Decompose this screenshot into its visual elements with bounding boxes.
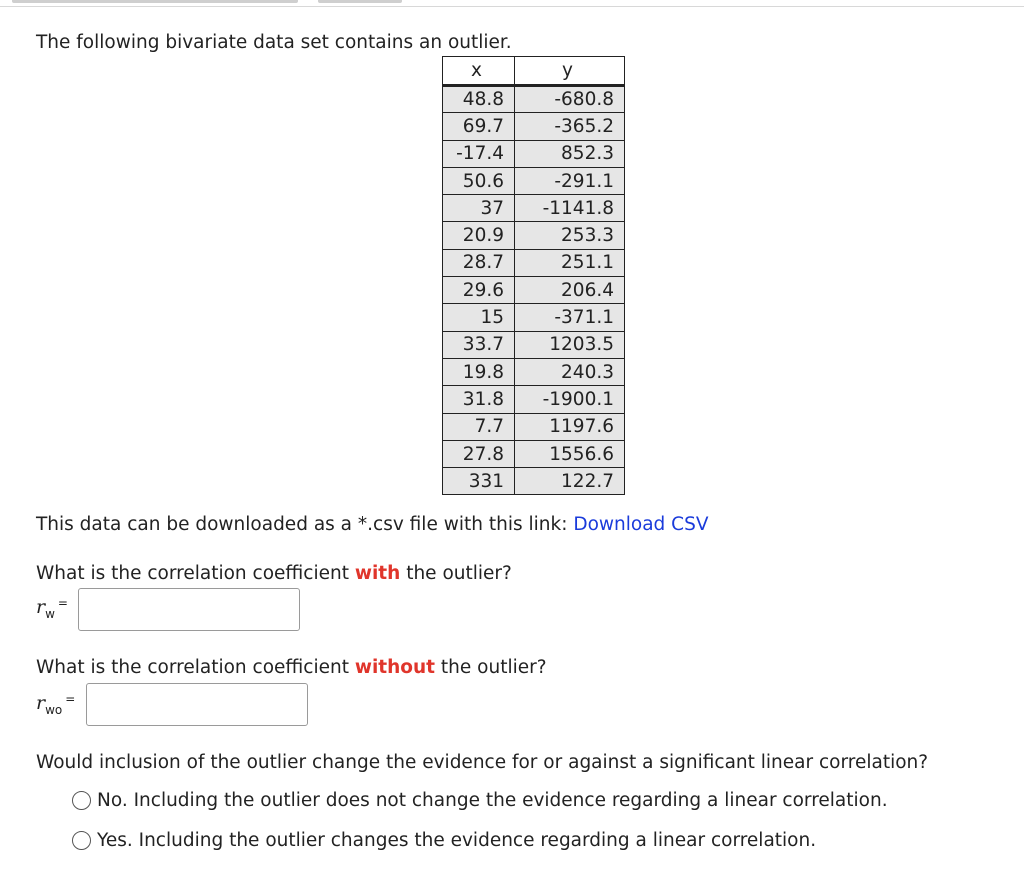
table-row xyxy=(443,140,625,167)
cell-x: 29.6 xyxy=(443,277,515,304)
radio-yes[interactable] xyxy=(72,831,91,850)
option-yes-label: Yes. Including the outlier changes the evidence regarding a linear correlation. xyxy=(97,830,817,851)
q-without-before: What is the correlation coefficient xyxy=(36,657,349,678)
cell-y: 1197.6 xyxy=(515,413,625,440)
cell-x: 20.9 xyxy=(443,222,515,249)
r-with-equals: = xyxy=(57,596,68,610)
r-without-symbol: r xyxy=(36,692,46,714)
cell-x: 15 xyxy=(443,304,515,331)
cell-x: 7.7 xyxy=(443,413,515,440)
data-table xyxy=(442,56,625,495)
r-with-subscript: w xyxy=(45,606,55,621)
csv-text: This data can be downloaded as a *.csv file with this link: xyxy=(36,514,568,535)
table-row xyxy=(443,440,625,467)
option-no-label: No. Including the outlier does not change the evidence regarding a linear correlation. xyxy=(97,790,888,811)
intro-text: The following bivariate data set contains an outlier. xyxy=(36,32,512,53)
download-csv-link[interactable]: Download CSV xyxy=(573,514,709,535)
top-tab-2[interactable] xyxy=(318,0,402,3)
table-row xyxy=(443,304,625,331)
cell-y: 1556.6 xyxy=(515,440,625,467)
cell-y: 122.7 xyxy=(515,468,625,495)
question-change-evidence: Would inclusion of the outlier change the evidence for or against a significant linear correlation? xyxy=(36,752,929,773)
cell-y: -291.1 xyxy=(515,167,625,194)
table-row xyxy=(443,113,625,140)
cell-y: 1203.5 xyxy=(515,331,625,358)
cell-y: 240.3 xyxy=(515,358,625,385)
csv-line xyxy=(36,514,708,535)
top-tab-1[interactable] xyxy=(12,0,298,3)
top-divider xyxy=(0,6,1024,7)
cell-y: 852.3 xyxy=(515,140,625,167)
table-row xyxy=(443,358,625,385)
table-row xyxy=(443,331,625,358)
table-row xyxy=(443,468,625,495)
r-without-equals: = xyxy=(65,692,76,706)
radio-no[interactable] xyxy=(72,791,91,810)
cell-x: 69.7 xyxy=(443,113,515,140)
cell-x: 331 xyxy=(443,468,515,495)
option-no[interactable] xyxy=(72,790,888,811)
r-without-input[interactable] xyxy=(86,683,308,726)
q-with-after: the outlier? xyxy=(406,563,512,584)
table-row xyxy=(443,167,625,194)
header-x: x xyxy=(443,57,515,86)
r-without-label xyxy=(36,692,75,717)
table-row xyxy=(443,413,625,440)
cell-x: 50.6 xyxy=(443,167,515,194)
cell-y: 206.4 xyxy=(515,277,625,304)
r-with-symbol: r xyxy=(36,596,46,618)
cell-x: 48.8 xyxy=(443,86,515,113)
cell-y: -1900.1 xyxy=(515,386,625,413)
cell-y: -680.8 xyxy=(515,86,625,113)
q-without-highlight: without xyxy=(354,657,436,678)
cell-x: 33.7 xyxy=(443,331,515,358)
cell-y: 253.3 xyxy=(515,222,625,249)
question-without-outlier xyxy=(36,657,547,678)
q-with-before: What is the correlation coefficient xyxy=(36,563,349,584)
table-row xyxy=(443,277,625,304)
cell-y: -1141.8 xyxy=(515,195,625,222)
cell-x: 27.8 xyxy=(443,440,515,467)
cell-x: -17.4 xyxy=(443,140,515,167)
table-row xyxy=(443,249,625,276)
q-with-highlight: with xyxy=(354,563,401,584)
r-with-input[interactable] xyxy=(78,588,300,631)
cell-y: -371.1 xyxy=(515,304,625,331)
table-body xyxy=(443,86,625,495)
table-header-row xyxy=(443,57,625,86)
cell-x: 37 xyxy=(443,195,515,222)
r-without-subscript: wo xyxy=(45,702,63,717)
cell-y: 251.1 xyxy=(515,249,625,276)
header-y: y xyxy=(515,57,625,86)
q-without-after: the outlier? xyxy=(440,657,547,678)
cell-x: 19.8 xyxy=(443,358,515,385)
cell-x: 28.7 xyxy=(443,249,515,276)
question-with-outlier xyxy=(36,563,512,584)
cell-x: 31.8 xyxy=(443,386,515,413)
table-row xyxy=(443,222,625,249)
r-with-label xyxy=(36,596,68,621)
option-yes[interactable] xyxy=(72,830,816,851)
table-row xyxy=(443,195,625,222)
table-row xyxy=(443,386,625,413)
cell-y: -365.2 xyxy=(515,113,625,140)
table-row xyxy=(443,86,625,113)
